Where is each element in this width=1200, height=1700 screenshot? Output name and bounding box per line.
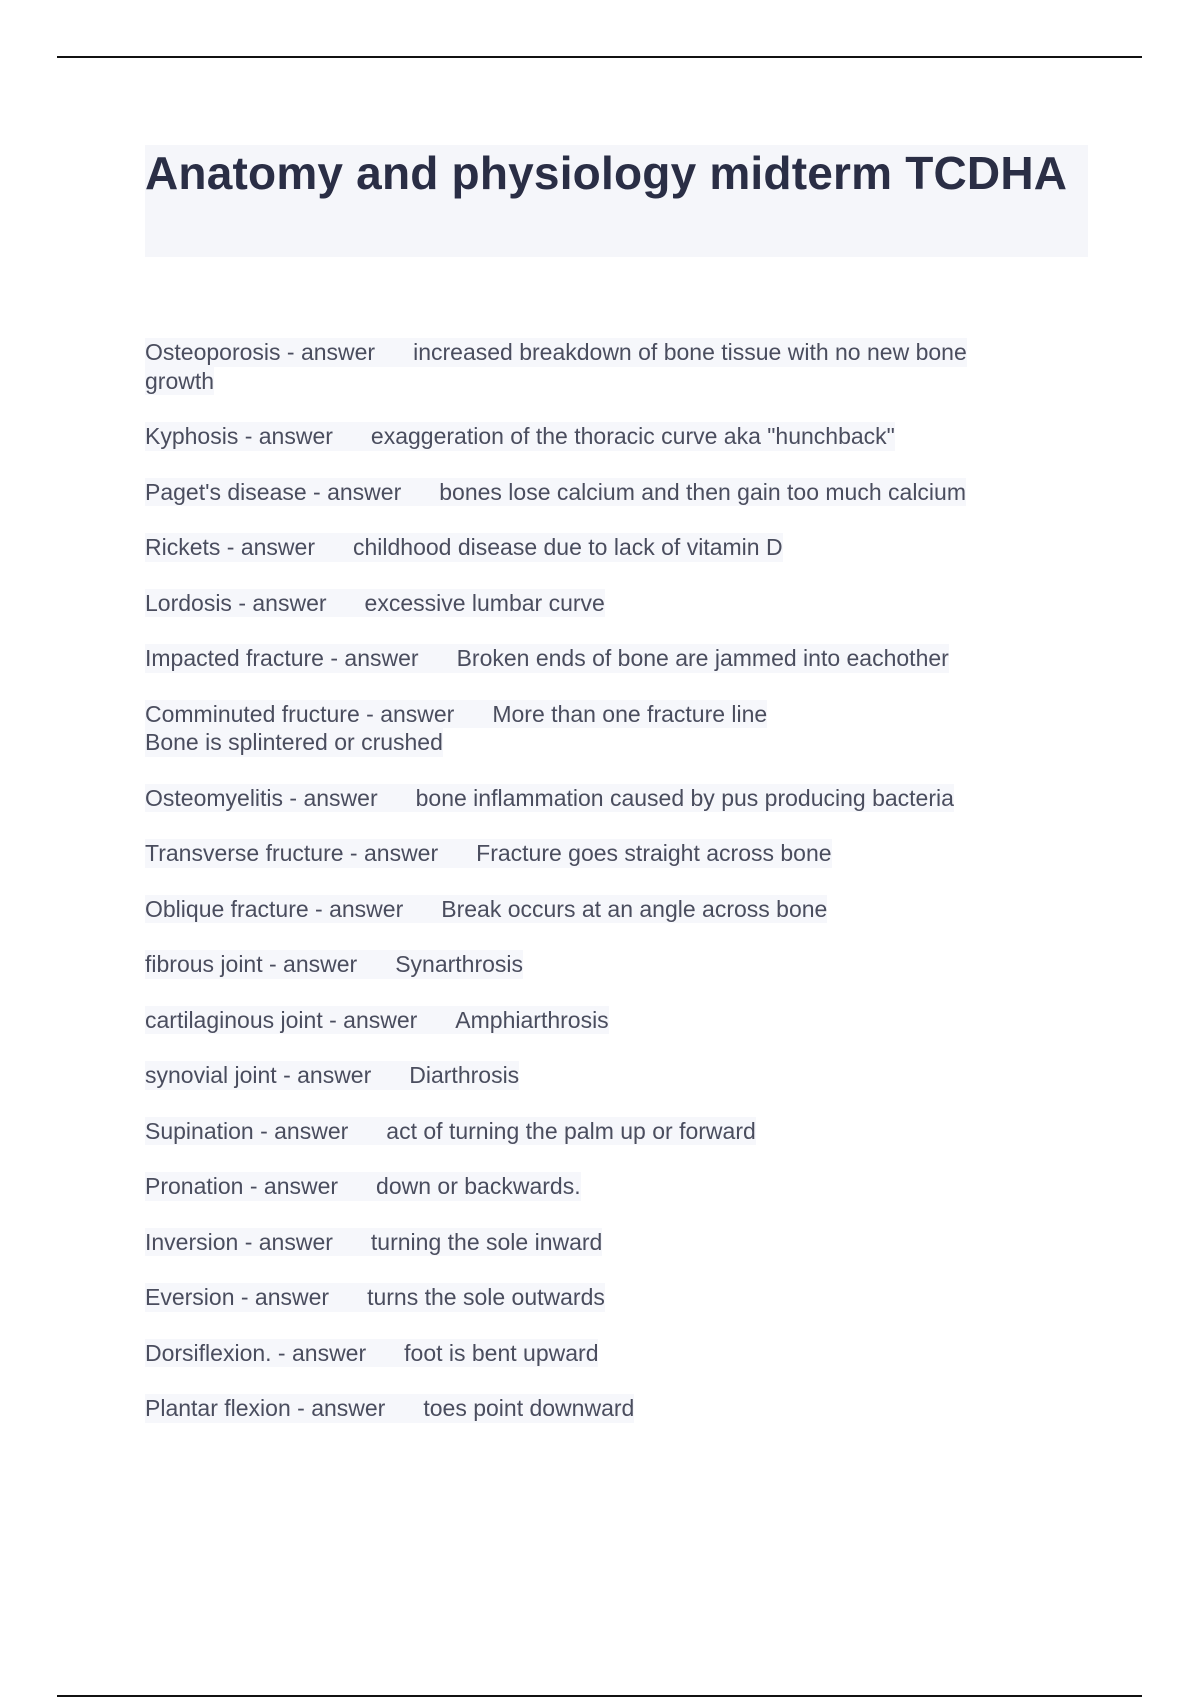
page-title: Anatomy and physiology midterm TCDHA — [145, 147, 1068, 199]
title-block — [145, 145, 1088, 257]
entry-term: Supination - answer — [145, 1117, 349, 1144]
entry-line — [145, 1339, 598, 1368]
entry-term: Oblique fracture - answer — [145, 895, 404, 922]
entry-term: Transverse fructure - answer — [145, 840, 439, 866]
entry-line — [145, 533, 783, 562]
entry-line — [145, 784, 954, 813]
list-item — [145, 1228, 1045, 1257]
entry-definition: exaggeration of the thoracic curve aka "hunchback" — [370, 423, 895, 449]
entry-line — [145, 700, 767, 729]
entry-term: Kyphosis - answer — [145, 423, 333, 449]
list-item — [145, 1172, 1045, 1201]
entry-line — [145, 1228, 602, 1257]
list-item — [145, 839, 1045, 868]
entry-line — [145, 338, 967, 367]
entry-line — [145, 589, 605, 618]
list-item — [145, 1394, 1045, 1423]
entry-definition: turning the sole inward — [370, 1228, 603, 1255]
entry-line — [145, 895, 827, 924]
entry-definition: Break occurs at an angle across bone — [441, 895, 828, 922]
entry-term: Plantar flexion - answer — [145, 1395, 386, 1421]
entry-line — [145, 1117, 756, 1146]
entry-definition: down or backwards. — [376, 1173, 581, 1199]
entry-definition: Broken ends of bone are jammed into eachother — [456, 645, 949, 671]
entry-term: Eversion - answer — [145, 1284, 330, 1310]
entry-definition: excessive lumbar curve — [364, 589, 605, 616]
entry-line — [145, 950, 523, 979]
entry-continuation: Bone is splintered or crushed — [145, 729, 443, 755]
entry-line — [145, 422, 895, 451]
list-item — [145, 895, 1045, 924]
entry-line — [145, 1283, 605, 1312]
entry-definition: Amphiarthrosis — [455, 1006, 609, 1033]
entry-definition: Synarthrosis — [395, 951, 524, 977]
entry-line — [145, 839, 832, 868]
entry-definition: More than one fracture line — [492, 700, 768, 727]
bottom-rule — [57, 1695, 1142, 1697]
entry-term: Dorsiflexion. - answer — [145, 1339, 367, 1366]
entry-line — [145, 1394, 634, 1423]
entry-definition: act of turning the palm up or forward — [386, 1117, 756, 1144]
list-item — [145, 784, 1045, 813]
entry-term: cartilaginous joint - answer — [145, 1006, 418, 1033]
entry-definition: turns the sole outwards — [367, 1284, 605, 1310]
entry-term: Lordosis - answer — [145, 589, 327, 616]
list-item — [145, 478, 1045, 507]
entry-line — [145, 478, 966, 507]
entry-line — [145, 1172, 581, 1201]
entry-term: Osteoporosis - answer — [145, 339, 376, 365]
entry-definition: Diarthrosis — [409, 1062, 520, 1088]
flashcard-list — [145, 338, 1045, 1450]
entry-term: fibrous joint - answer — [145, 951, 358, 977]
entry-term: Rickets - answer — [145, 534, 315, 560]
entry-line — [145, 1061, 519, 1090]
list-item — [145, 700, 1045, 757]
entry-term: Pronation - answer — [145, 1173, 339, 1199]
list-item — [145, 1339, 1045, 1368]
top-rule — [57, 56, 1142, 58]
list-item — [145, 1006, 1045, 1035]
list-item — [145, 422, 1045, 451]
entry-definition: bone inflammation caused by pus producing bacteria — [415, 784, 954, 811]
entry-term: Paget's disease - answer — [145, 478, 402, 505]
entry-definition: childhood disease due to lack of vitamin D — [352, 534, 783, 560]
entry-term: Osteomyelitis - answer — [145, 784, 378, 811]
list-item — [145, 644, 1045, 673]
list-item — [145, 950, 1045, 979]
entry-term: Inversion - answer — [145, 1228, 333, 1255]
entry-term: synovial joint - answer — [145, 1062, 372, 1088]
list-item — [145, 1117, 1045, 1146]
list-item — [145, 338, 1045, 395]
list-item — [145, 1061, 1045, 1090]
entry-definition: Fracture goes straight across bone — [476, 840, 832, 866]
list-item — [145, 1283, 1045, 1312]
entry-term: Comminuted fructure - answer — [145, 700, 455, 727]
entry-line — [145, 644, 949, 673]
entry-definition: toes point downward — [423, 1395, 635, 1421]
entry-continuation: growth — [145, 367, 215, 394]
list-item — [145, 589, 1045, 618]
entry-line — [145, 1006, 609, 1035]
entry-term: Impacted fracture - answer — [145, 645, 419, 671]
entry-definition: bones lose calcium and then gain too much calcium — [439, 478, 966, 505]
entry-definition: increased breakdown of bone tissue with no new bone — [413, 339, 967, 365]
entry-definition: foot is bent upward — [404, 1339, 599, 1366]
list-item — [145, 533, 1045, 562]
